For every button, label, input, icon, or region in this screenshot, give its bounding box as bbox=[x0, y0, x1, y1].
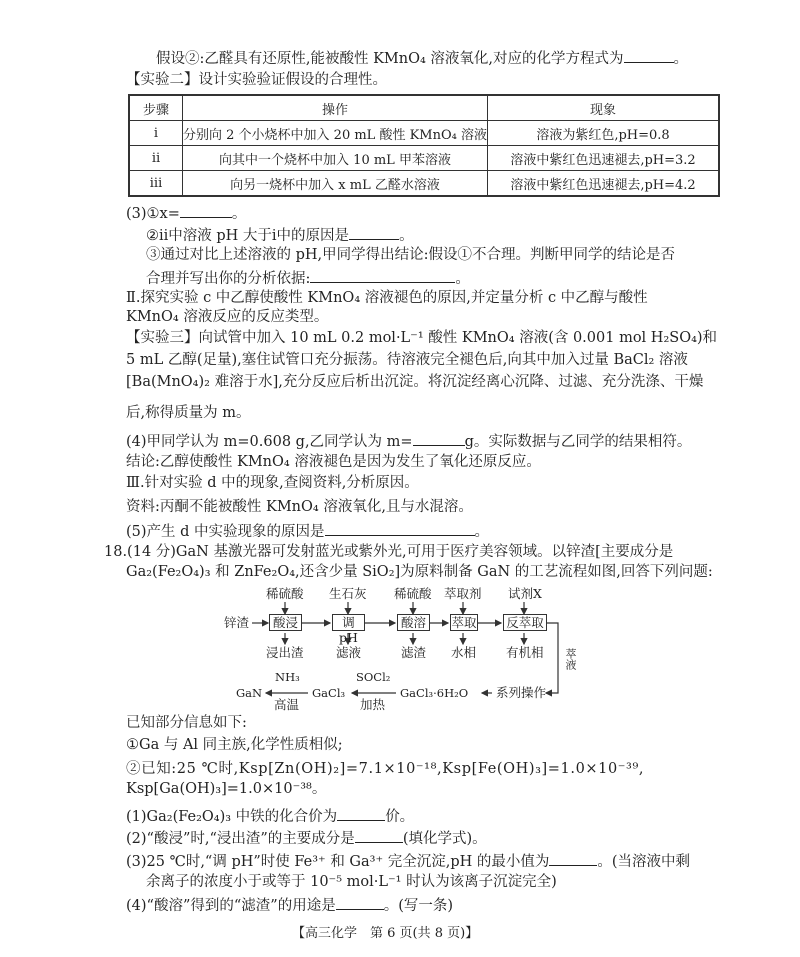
cell: 向其中一个烧杯中加入 10 mL 甲苯溶液 bbox=[183, 146, 488, 171]
flow-output: 滤渣 bbox=[401, 645, 427, 660]
cell: 分别向 2 个小烧杯中加入 20 mL 酸性 KMnO₄ 溶液 bbox=[183, 121, 488, 146]
flow-condition: 高温 bbox=[274, 697, 300, 712]
text: g。实际数据与乙同学的结果相符。 bbox=[464, 434, 692, 450]
page-footer: 【高三化学 第 6 页(共 8 页)】 bbox=[292, 926, 479, 941]
question-18-cont: Ga₂(Fe₂O₄)₃ 和 ZnFe₂O₄,还含少量 SiO₂]为原料制备 GaN 的工艺流程如图,回答下列问题: bbox=[126, 564, 713, 580]
sub-q2 bbox=[126, 828, 487, 848]
sub-q3 bbox=[126, 851, 690, 871]
flow-input: 生石灰 bbox=[329, 586, 367, 601]
flow-step-back-extract: 反萃取 bbox=[503, 614, 547, 631]
known-info: 已知部分信息如下: bbox=[126, 715, 247, 731]
text: 。 bbox=[231, 206, 247, 222]
part-iii: Ⅲ.针对实验 d 中的现象,查阅资料,分析原因。 bbox=[126, 475, 419, 491]
text: ②ⅱ中溶液 pH 大于ⅰ中的原因是 bbox=[146, 228, 350, 244]
text: 。 bbox=[399, 228, 414, 244]
experiment-3-cont: [Ba(MnO₄)₂ 难溶于水],充分反应后析出沉淀。将沉淀经离心沉降、过滤、充分洗涤、干燥 bbox=[126, 374, 704, 390]
cell: 溶液中紫红色迅速褪去,pH=4.2 bbox=[488, 171, 720, 197]
cell: 溶液中紫红色迅速褪去,pH=3.2 bbox=[488, 146, 720, 171]
cell: ⅲ bbox=[129, 171, 183, 197]
reference-info: 资料:丙酮不能被酸性 KMnO₄ 溶液氧化,且与水混溶。 bbox=[126, 499, 473, 515]
sub-q4 bbox=[126, 895, 453, 915]
text: 价。 bbox=[385, 809, 415, 825]
flow-step-adjust-ph: 调pH bbox=[332, 614, 365, 631]
flow-step-acid-leach: 酸浸 bbox=[269, 614, 302, 631]
text: (3)①x= bbox=[126, 206, 180, 222]
answer-blank[interactable] bbox=[355, 828, 403, 843]
flow-output: 滤液 bbox=[336, 645, 362, 660]
table-header: 现象 bbox=[488, 95, 720, 121]
flow-input: 萃取剂 bbox=[444, 586, 482, 601]
answer-blank[interactable] bbox=[336, 895, 384, 910]
cell: ⅰ bbox=[129, 121, 183, 146]
table-header: 步骤 bbox=[129, 95, 183, 121]
table-header: 操作 bbox=[183, 95, 488, 121]
flow-output: 水相 bbox=[451, 645, 477, 660]
part-ii: Ⅱ.探究实验 c 中乙醇使酸性 KMnO₄ 溶液褪色的原因,并定量分析 c 中乙醇与酸性 bbox=[126, 290, 648, 306]
text: 。(写一条) bbox=[383, 898, 454, 914]
flow-input: 稀硫酸 bbox=[394, 586, 432, 601]
cell: 向另一烧杯中加入 x mL 乙醛水溶液 bbox=[183, 171, 488, 197]
text: (2)“酸浸”时,“浸出渣”的主要成分是 bbox=[126, 831, 355, 847]
experiment-3: 【实验三】向试管中加入 10 mL 0.2 mol·L⁻¹ 酸性 KMnO₄ 溶液(含 0.001 mol H₂SO₄)和 bbox=[126, 330, 718, 346]
known-2: ②已知:25 ℃时,Ksp[Zn(OH)₂]=7.1×10⁻¹⁸,Ksp[Fe(OH)₃]=1.0×10⁻³⁹, bbox=[126, 761, 645, 777]
text: (3)25 ℃时,“调 pH”时使 Fe³⁺ 和 Ga³⁺ 完全沉淀,pH 的最小值为 bbox=[126, 854, 550, 870]
text: (4)甲同学认为 m=0.608 g,乙同学认为 m= bbox=[126, 434, 413, 450]
known-1: ①Ga 与 Al 同主族,化学性质相似; bbox=[126, 737, 343, 753]
cell: ⅱ bbox=[129, 146, 183, 171]
text: 。 bbox=[474, 524, 490, 540]
flow-series-ops: 系列操作 bbox=[496, 685, 547, 700]
flow-reagent: SOCl₂ bbox=[356, 670, 391, 684]
flow-hydrate: GaCl₃·6H₂O bbox=[400, 686, 469, 700]
flow-step-extract: 萃取 bbox=[451, 615, 477, 630]
experiment-3-cont: 后,称得质量为 m。 bbox=[126, 405, 251, 421]
flow-condition: 加热 bbox=[360, 697, 386, 712]
flow-output: 浸出渣 bbox=[266, 645, 304, 660]
part-ii-cont: KMnO₄ 溶液反应的反应类型。 bbox=[126, 309, 329, 325]
text: 。(当溶液中剩 bbox=[597, 854, 691, 870]
known-2-cont: Ksp[Ga(OH)₃]=1.0×10⁻³⁸。 bbox=[126, 781, 327, 797]
flow-reagent: NH₃ bbox=[275, 670, 300, 684]
flow-input: 稀硫酸 bbox=[266, 586, 304, 601]
text: 。 bbox=[673, 51, 689, 67]
text: 。 bbox=[455, 271, 470, 287]
text: (4)“酸溶”得到的“滤渣”的用途是 bbox=[126, 898, 336, 914]
conclusion: 结论:乙醇使酸性 KMnO₄ 溶液褪色是因为发生了氧化还原反应。 bbox=[126, 454, 541, 470]
experiment-2-heading: 【实验二】设计实验验证假设的合理性。 bbox=[126, 72, 387, 88]
sub-q3-cont: 余离子的浓度小于或等于 10⁻⁵ mol·L⁻¹ 时认为该离子沉淀完全) bbox=[146, 874, 557, 890]
flow-input: 试剂X bbox=[508, 586, 542, 601]
flow-gacl3: GaCl₃ bbox=[312, 686, 346, 700]
flow-side-label: 萃液 bbox=[564, 648, 577, 670]
answer-blank[interactable] bbox=[549, 851, 597, 866]
text: (填化学式)。 bbox=[402, 831, 487, 847]
question-18: 18.(14 分)GaN 基激光器可发射蓝光或紫外光,可用于医疗美容领域。以锌渣[主要成分是 bbox=[104, 544, 674, 560]
text: 合理并写出你的分析依据: bbox=[146, 271, 311, 287]
flow-start: 锌渣 bbox=[224, 615, 250, 630]
text: 假设②:乙醛具有还原性,能被酸性 KMnO₄ 溶液氧化,对应的化学方程式为 bbox=[156, 51, 624, 67]
flow-output: 有机相 bbox=[506, 645, 544, 660]
text: (5)产生 d 中实验现象的原因是 bbox=[126, 524, 325, 540]
q3-3: ③通过对比上述溶液的 pH,甲同学得出结论:假设①不合理。判断甲同学的结论是否 bbox=[146, 247, 676, 263]
answer-blank[interactable] bbox=[337, 806, 385, 821]
flow-step-acid-dissolve: 酸溶 bbox=[397, 614, 430, 631]
sub-q1 bbox=[126, 806, 414, 826]
experiment-3-cont: 5 mL 乙醇(足量),塞住试管口充分振荡。待溶液完全褪色后,向其中加入过量 BaCl₂ 溶液 bbox=[126, 352, 688, 368]
cell: 溶液为紫红色,pH=0.8 bbox=[488, 121, 720, 146]
text: (1)Ga₂(Fe₂O₄)₃ 中铁的化合价为 bbox=[126, 809, 338, 825]
flow-product: GaN bbox=[236, 686, 263, 700]
